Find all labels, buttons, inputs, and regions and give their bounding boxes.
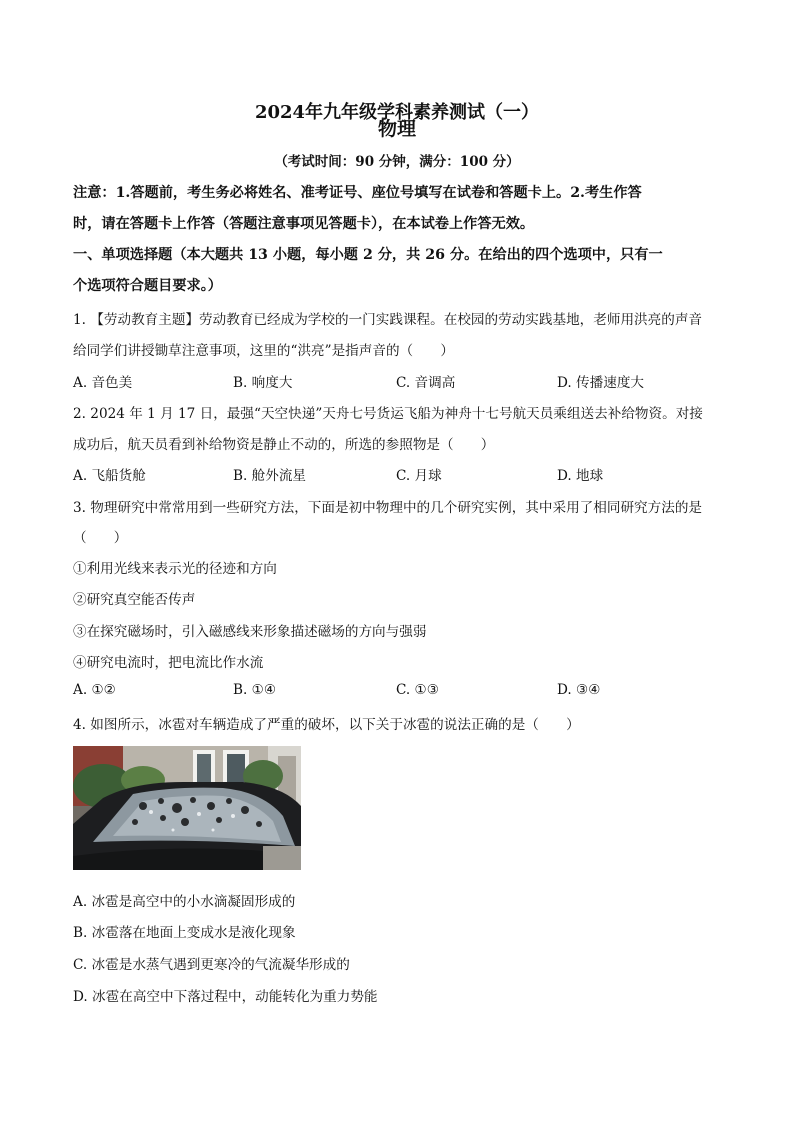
q2-option-a: A. 飞船货舱 xyxy=(73,468,146,484)
q3-item-4: ④研究电流时，把电流比作水流 xyxy=(73,655,264,671)
notice-line-2: 时，请在答题卡上作答（答题注意事项见答题卡），在本试卷上作答无效。 xyxy=(73,216,535,232)
q3-item-3: ③在探究磁场时，引入磁感线来形象描述磁场的方向与强弱 xyxy=(73,624,427,640)
q3-option-a: A. ①② xyxy=(73,682,116,698)
exam-title: 2024年九年级学科素养测试（一） xyxy=(254,102,540,123)
q2-option-b: B. 舱外流星 xyxy=(233,468,307,484)
q4-stem-line-1: 4. 如图所示，冰雹对车辆造成了严重的破坏，以下关于冰雹的说法正确的是（ ） xyxy=(73,717,580,733)
q2-stem-line-1: 2. 2024 年 1 月 17 日，最强“天空快递”天舟七号货运飞船为神舟十七号航天员乘组送去补给物资。对接 xyxy=(73,406,703,422)
q4-option-a: A. 冰雹是高空中的小水滴凝固形成的 xyxy=(73,894,296,910)
section-heading-line-2: 个选项符合题目要求。） xyxy=(73,278,222,294)
hail-damaged-car-photo xyxy=(73,746,301,870)
q4-option-c: C. 冰雹是水蒸气遇到更寒冷的气流凝华形成的 xyxy=(73,957,350,973)
q1-option-d: D. 传播速度大 xyxy=(557,375,645,391)
q4-option-b: B. 冰雹落在地面上变成水是液化现象 xyxy=(73,925,296,941)
q3-item-1: ①利用光线来表示光的径迹和方向 xyxy=(73,561,277,577)
notice-line-1: 注意：1.答题前，考生务必将姓名、准考证号、座位号填写在试卷和答题卡上。2.考生作答 xyxy=(73,185,642,201)
q1-option-b: B. 响度大 xyxy=(233,375,293,391)
q4-option-d: D. 冰雹在高空中下落过程中，动能转化为重力势能 xyxy=(73,989,378,1005)
q3-option-b: B. ①④ xyxy=(233,682,277,698)
q1-stem-line-1: 1. 【劳动教育主题】劳动教育已经成为学校的一门实践课程。在校园的劳动实践基地，老师用洪亮的声音 xyxy=(73,312,703,328)
q3-option-c: C. ①③ xyxy=(396,682,439,698)
q3-stem-line-2: （ ） xyxy=(73,530,128,546)
q2-stem-line-2: 成功后，航天员看到补给物资是静止不动的，所选的参照物是（ ） xyxy=(73,437,495,453)
q2-option-c: C. 月球 xyxy=(396,468,442,484)
q2-option-d: D. 地球 xyxy=(557,468,604,484)
q3-option-d: D. ③④ xyxy=(557,682,601,698)
subject-title: 物理 xyxy=(377,118,416,140)
q3-item-2: ②研究真空能否传声 xyxy=(73,592,196,608)
q3-stem-line-1: 3. 物理研究中常常用到一些研究方法，下面是初中物理中的几个研究实例，其中采用了相同研究方法的是 xyxy=(73,500,703,516)
q1-stem-line-2: 给同学们讲授锄草注意事项，这里的“洪亮”是指声音的（ ） xyxy=(73,343,454,359)
q1-option-c: C. 音调高 xyxy=(396,375,456,391)
exam-info: （考试时间：90 分钟，满分：100 分） xyxy=(274,154,520,170)
q1-option-a: A. 音色美 xyxy=(73,375,133,391)
section-heading-line-1: 一、单项选择题（本大题共 13 小题，每小题 2 分，共 26 分。在给出的四个选项中，只有一 xyxy=(73,247,663,263)
